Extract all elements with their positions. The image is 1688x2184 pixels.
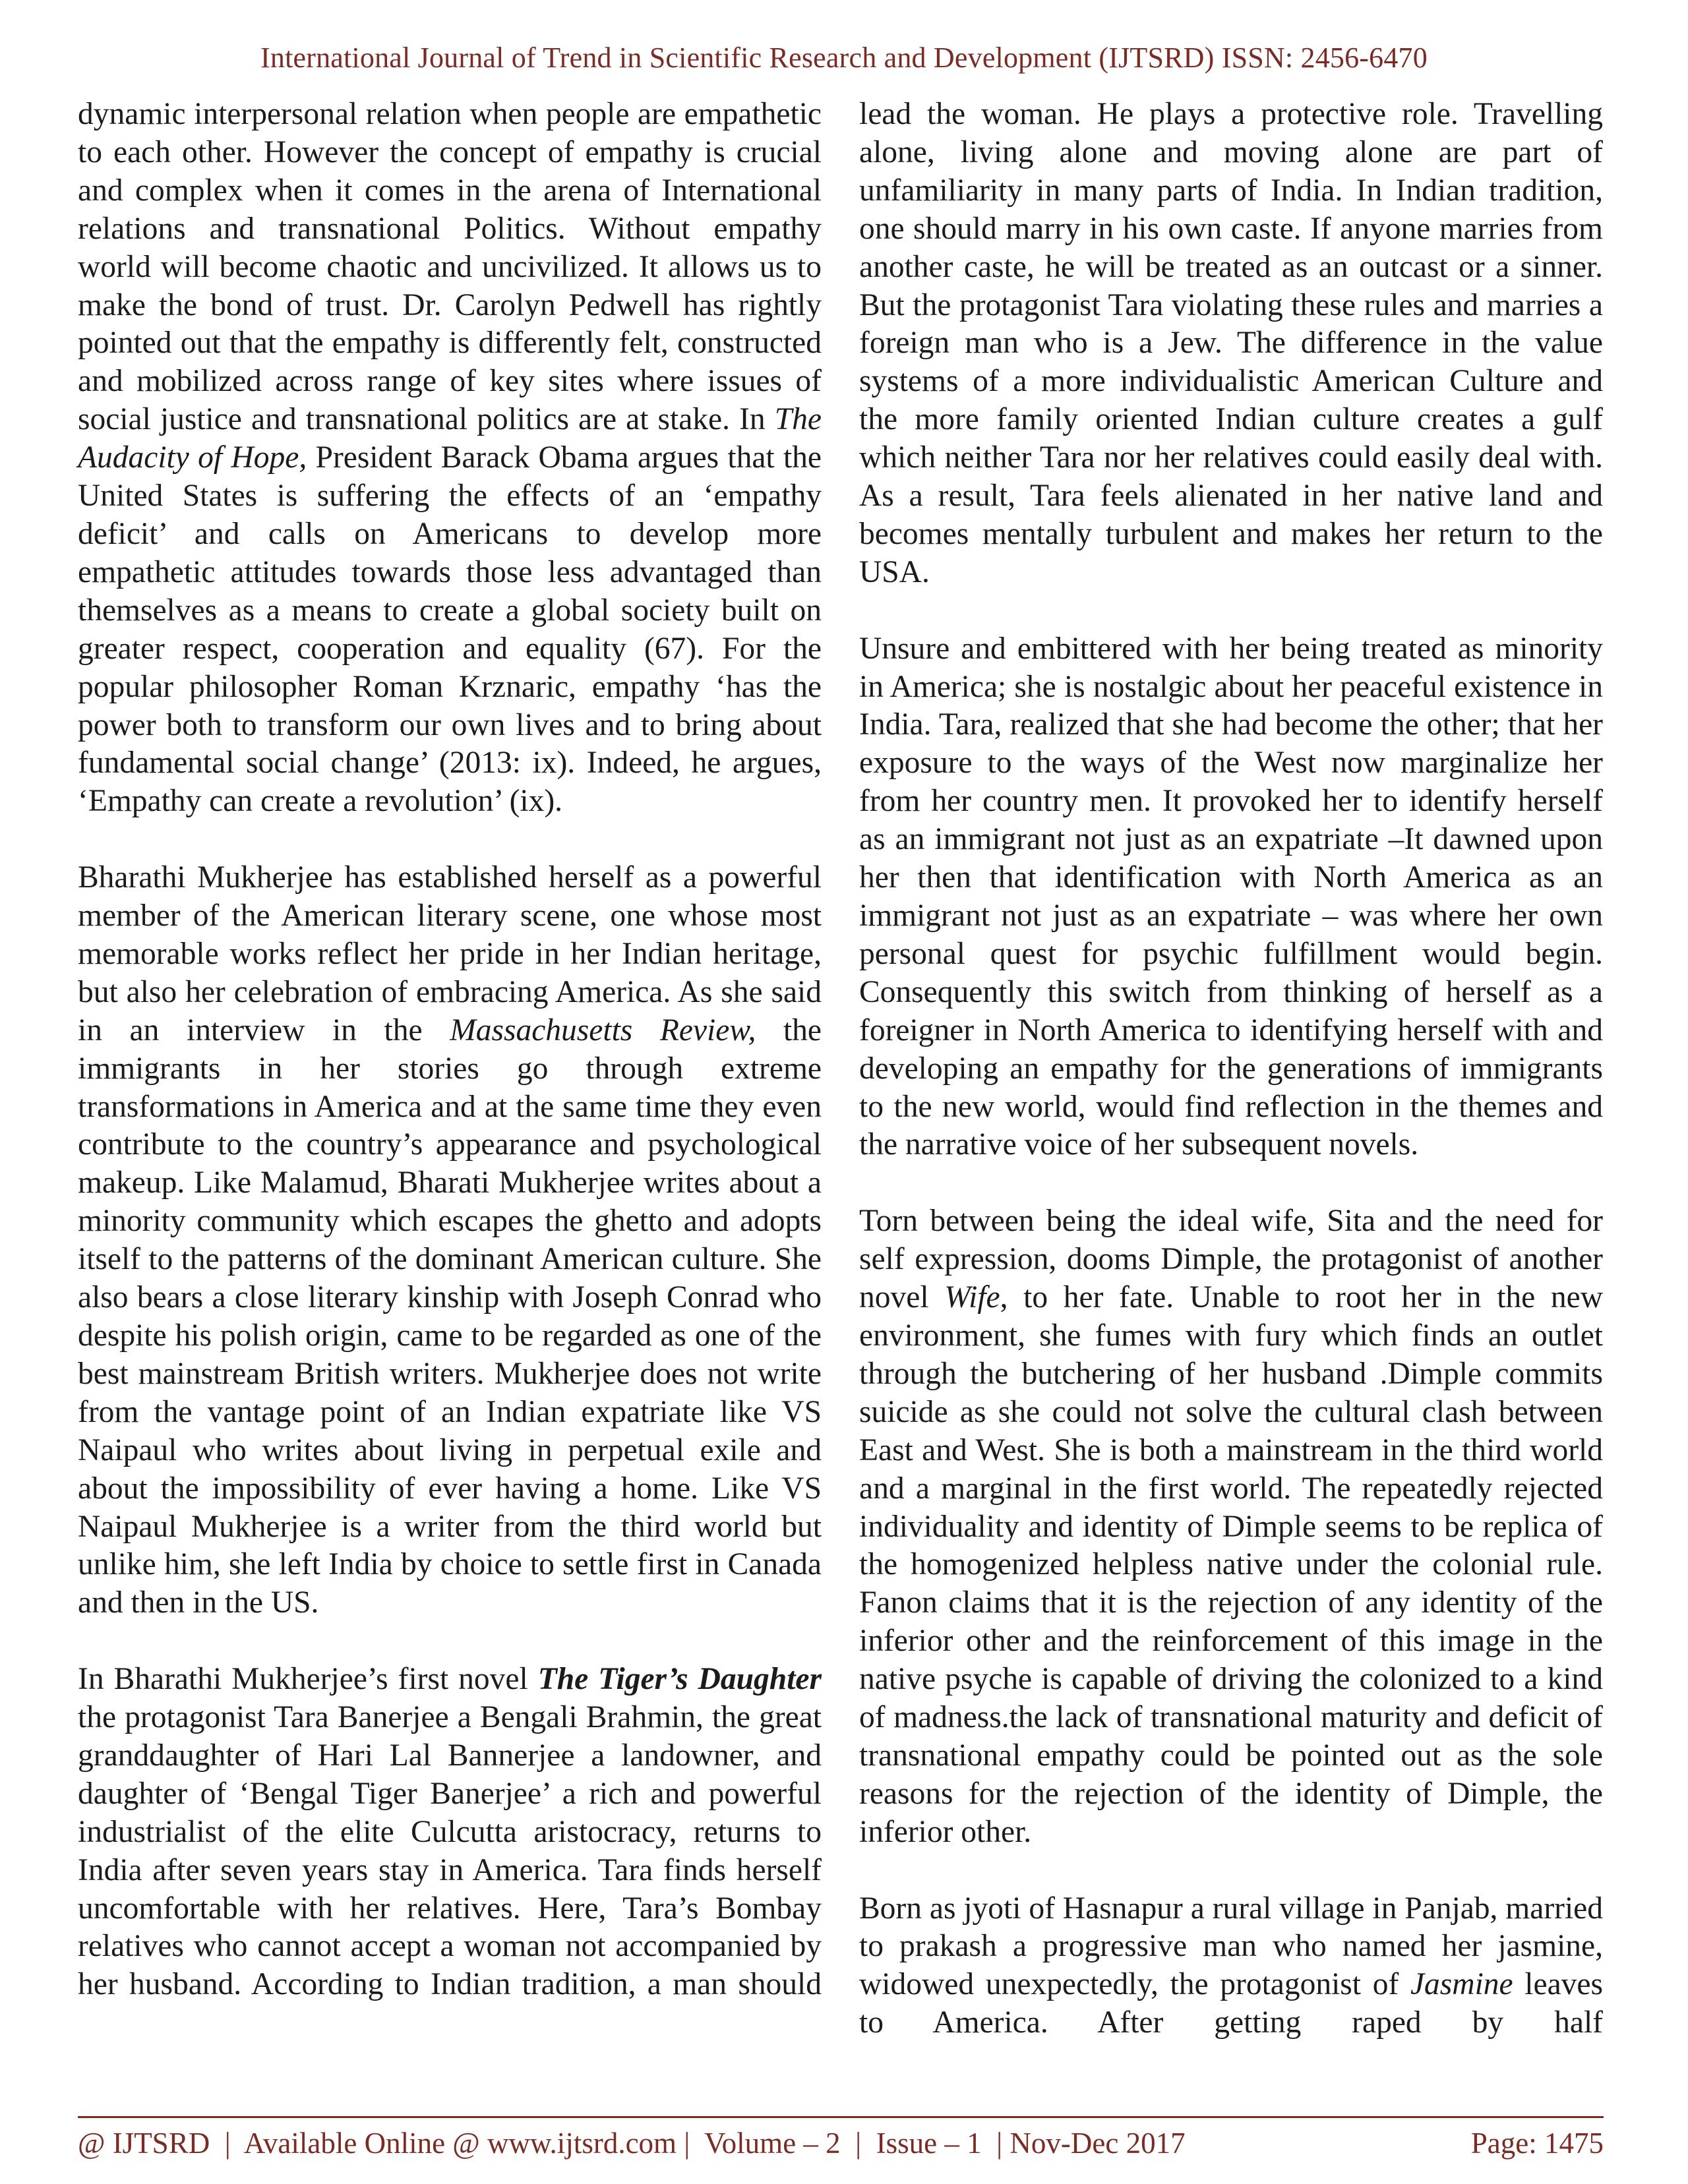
footer-citation: @ IJTSRD | Available Online @ www.ijtsrd.com | Volume – 2 | Issue – 1 | Nov-Dec 2017	[78, 2127, 1186, 2160]
left-column	[78, 96, 822, 2004]
italic-title: The Audacity of Hope,	[78, 402, 822, 475]
body-text-run: President Barack Obama argues that the United States is suffering the effects of an ‘empathy deficit’ and calls on Americans to develop more empathetic attitudes towards those less advantaged than themselves as a means to create a global society built on greater respect, cooperation and equality (67). For the popular philosopher Roman Krznaric, empathy ‘has the power both to transform our own lives and to bring about fundamental social change’ (2013: ix). Indeed, he argues, ‘Empathy can create a revolution’ (ix).	[78, 440, 822, 819]
italic-title: Jasmine	[1410, 1967, 1513, 2002]
body-text-run: the protagonist Tara Banerjee a Bengali Brahmin, the great granddaughter of Hari Lal Bannerjee a landowner, and daughter of ‘Bengal Tiger Banerjee’ a rich and powerful industrialist of the elite Culcutta aristocracy, returns to India after seven years stay in America. Tara finds herself uncomfortable with her relatives. Here, Tara’s Bombay relatives who cannot accept a woman not accompanied by her husband. According to Indian tradition, a man should	[78, 1700, 822, 2002]
left-paragraph-3	[78, 1661, 822, 2004]
body-text-run: , to her fate. Unable to root her in the new environment, she fumes with fury which finds an outlet through the butchering of her husband .Dimple commits suicide as she could not solve the cultural clash between East and West. She is both a mainstream in the third world and a marginal in the first world. The repeatedly rejected individuality and identity of Dimple seems to be replica of the homogenized helpless native under the colonial rule. Fanon claims that it is the rejection of any identity of the inferior other and the reinforcement of this image in the native psyche is capable of driving the colonized to a kind of madness.the lack of transnational maturity and deficit of transnational empathy could be pointed out as the sole reasons for the rejection of the identity of Dimple, the inferior other.	[859, 1280, 1604, 1849]
left-paragraph-2	[78, 859, 822, 1622]
italic-title: Wife	[944, 1280, 1000, 1315]
italic-title: Massachusetts Review,	[450, 1013, 756, 1048]
footer-divider	[78, 2116, 1604, 2118]
bold-italic-title: The Tiger’s Daughter	[537, 1662, 822, 1697]
body-text-run: Torn between being the ideal wife, Sita and the need for self expression, dooms Dimple, the protagonist of another novel	[859, 1204, 1603, 1315]
right-column	[859, 96, 1603, 2042]
body-text-run: the immigrants in her stories go through extreme transformations in America and at the same time they even contribute to the country’s appearance and psychological makeup. Like Malamud, Bharati Mukherjee writes about a minority community which escapes the ghetto and adopts itself to the patterns of the dominant American culture. She also bears a close literary kinship with Joseph Conrad who despite his polish origin, came to be regarded as one of the best mainstream British writers. Mukherjee does not write from the vantage point of an Indian expatriate like VS Naipaul who writes about living in perpetual exile and about the impossibility of ever having a home. Like VS Naipaul Mukherjee is a writer from the third world but unlike him, she left India by choice to settle first in Canada and then in the US.	[78, 1013, 822, 1620]
right-paragraph-4	[859, 1890, 1603, 2043]
right-paragraph-3	[859, 1202, 1603, 1851]
right-paragraph-1	[859, 96, 1603, 592]
body-text-run: In Bharathi Mukherjee’s first novel	[78, 1662, 538, 1697]
left-paragraph-1	[78, 96, 822, 821]
page-number: Page: 1475	[1470, 2127, 1604, 2160]
body-text-run: Unsure and embittered with her being treated as minority in America; she is nostalgic about her peaceful existence in India. Tara, realized that she had become the other; that her exposure to the ways of the West now marginalize her from her country men. It provoked her to identify herself as an immigrant not just as an expatriate –It dawned upon her then that identification with North America as an immigrant not just as an expatriate – was where her own personal quest for psychic fulfillment would begin. Consequently this switch from thinking of herself as a foreigner in North America to identifying herself with and developing an empathy for the generations of immigrants to the new world, would find reflection in the themes and the narrative voice of her subsequent novels.	[859, 631, 1603, 1162]
body-text-run: Born as jyoti of Hasnapur a rural village in Panjab, married to prakash a progressive man who named her jasmine, widowed unexpectedly, the protagonist of	[859, 1891, 1603, 2002]
body-text-run: Bharathi Mukherjee has established herself as a powerful member of the American literary scene, one whose most memorable works reflect her pride in her Indian heritage, but also her celebration of embracing America. As she said in an interview in the	[78, 860, 822, 1048]
journal-header: International Journal of Trend in Scientific Research and Development (IJTSRD) ISSN: 2456-6470	[260, 42, 1428, 74]
body-text-run: dynamic interpersonal relation when people are empathetic to each other. However the concept of empathy is crucial and complex when it comes in the arena of International relations and transnational Politics. Without empathy world will become chaotic and uncivilized. It allows us to make the bond of trust. Dr. Carolyn Pedwell has rightly pointed out that the empathy is differently felt, constructed and mobilized across range of key sites where issues of social justice and transnational politics are at stake. In	[78, 97, 822, 437]
body-text-run: lead the woman. He plays a protective role. Travelling alone, living alone and moving alone are part of unfamiliarity in many parts of India. In Indian tradition, one should marry in his own caste. If anyone marries from another caste, he will be treated as an outcast or a sinner. But the protagonist Tara violating these rules and marries a foreign man who is a Jew. The difference in the value systems of a more individualistic American Culture and the more family oriented Indian culture creates a gulf which neither Tara nor her relatives could easily deal with. As a result, Tara feels alienated in her native land and becomes mentally turbulent and makes her return to the USA.	[859, 97, 1603, 589]
body-text-run: leaves to America. After getting raped by half	[859, 1967, 1603, 2040]
right-paragraph-2	[859, 630, 1603, 1165]
